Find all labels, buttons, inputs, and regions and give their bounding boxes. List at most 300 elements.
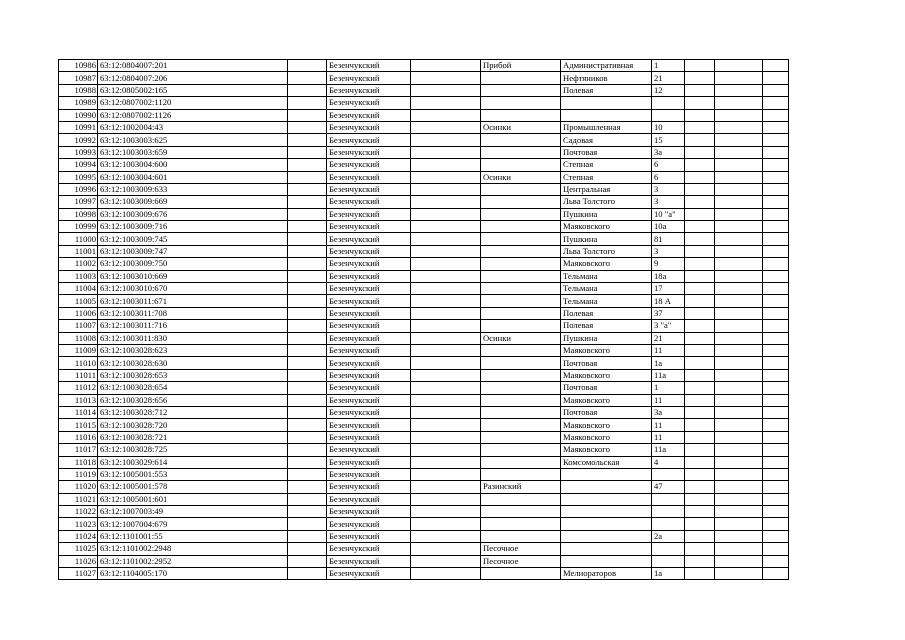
blank-cell bbox=[411, 444, 481, 456]
blank-cell bbox=[715, 394, 763, 406]
blank-cell bbox=[763, 60, 789, 72]
blank-cell bbox=[288, 221, 327, 233]
row-number-cell: 11007 bbox=[59, 320, 98, 332]
locality-cell bbox=[481, 258, 561, 270]
blank-cell bbox=[411, 406, 481, 418]
blank-cell bbox=[715, 121, 763, 133]
blank-cell bbox=[685, 270, 715, 282]
locality-cell bbox=[481, 530, 561, 542]
blank-cell bbox=[288, 419, 327, 431]
house-number-cell: 11а bbox=[652, 369, 685, 381]
row-number-cell: 11006 bbox=[59, 307, 98, 319]
blank-cell bbox=[685, 468, 715, 480]
blank-cell bbox=[288, 146, 327, 158]
house-number-cell: 11 bbox=[652, 431, 685, 443]
blank-cell bbox=[685, 183, 715, 195]
row-number-cell: 11013 bbox=[59, 394, 98, 406]
cadastral-number-cell: 63:12:1003011:716 bbox=[98, 320, 288, 332]
blank-cell bbox=[288, 196, 327, 208]
blank-cell bbox=[685, 159, 715, 171]
blank-cell bbox=[411, 84, 481, 96]
street-cell: Почтовая bbox=[561, 146, 652, 158]
district-cell: Безенчукский bbox=[327, 283, 411, 295]
table-row bbox=[59, 196, 789, 208]
blank-cell bbox=[715, 134, 763, 146]
table-row bbox=[59, 444, 789, 456]
blank-cell bbox=[411, 506, 481, 518]
cadastral-number-cell: 63:12:1003028:712 bbox=[98, 406, 288, 418]
blank-cell bbox=[288, 283, 327, 295]
blank-cell bbox=[715, 258, 763, 270]
table-row bbox=[59, 183, 789, 195]
blank-cell bbox=[715, 518, 763, 530]
blank-cell bbox=[715, 320, 763, 332]
house-number-cell bbox=[652, 555, 685, 567]
blank-cell bbox=[763, 196, 789, 208]
street-cell: Льва Толстого bbox=[561, 196, 652, 208]
district-cell: Безенчукский bbox=[327, 394, 411, 406]
street-cell: Маяковского bbox=[561, 221, 652, 233]
locality-cell bbox=[481, 419, 561, 431]
street-cell bbox=[561, 493, 652, 505]
street-cell bbox=[561, 97, 652, 109]
district-cell: Безенчукский bbox=[327, 444, 411, 456]
blank-cell bbox=[763, 357, 789, 369]
blank-cell bbox=[685, 233, 715, 245]
district-cell: Безенчукский bbox=[327, 468, 411, 480]
blank-cell bbox=[411, 369, 481, 381]
house-number-cell: 1а bbox=[652, 357, 685, 369]
blank-cell bbox=[411, 171, 481, 183]
district-cell: Безенчукский bbox=[327, 208, 411, 220]
blank-cell bbox=[763, 307, 789, 319]
row-number-cell: 11010 bbox=[59, 357, 98, 369]
blank-cell bbox=[685, 344, 715, 356]
blank-cell bbox=[715, 568, 763, 580]
street-cell: Полевая bbox=[561, 84, 652, 96]
street-cell bbox=[561, 555, 652, 567]
house-number-cell: 3 bbox=[652, 196, 685, 208]
row-number-cell: 11020 bbox=[59, 481, 98, 493]
street-cell: Маяковского bbox=[561, 444, 652, 456]
table-row bbox=[59, 159, 789, 171]
blank-cell bbox=[715, 419, 763, 431]
blank-cell bbox=[288, 233, 327, 245]
locality-cell bbox=[481, 456, 561, 468]
district-cell: Безенчукский bbox=[327, 233, 411, 245]
locality-cell bbox=[481, 208, 561, 220]
blank-cell bbox=[763, 72, 789, 84]
blank-cell bbox=[685, 109, 715, 121]
register-table bbox=[58, 59, 789, 580]
house-number-cell: 11 bbox=[652, 344, 685, 356]
street-cell: Пушкина bbox=[561, 332, 652, 344]
street-cell: Степная bbox=[561, 171, 652, 183]
locality-cell bbox=[481, 382, 561, 394]
house-number-cell: 12 bbox=[652, 84, 685, 96]
table-row bbox=[59, 406, 789, 418]
blank-cell bbox=[288, 530, 327, 542]
blank-cell bbox=[763, 493, 789, 505]
blank-cell bbox=[763, 568, 789, 580]
locality-cell: Песочное bbox=[481, 543, 561, 555]
row-number-cell: 11014 bbox=[59, 406, 98, 418]
blank-cell bbox=[715, 481, 763, 493]
blank-cell bbox=[715, 60, 763, 72]
house-number-cell: 3а bbox=[652, 146, 685, 158]
row-number-cell: 11008 bbox=[59, 332, 98, 344]
district-cell: Безенчукский bbox=[327, 183, 411, 195]
district-cell: Безенчукский bbox=[327, 481, 411, 493]
blank-cell bbox=[411, 196, 481, 208]
house-number-cell: 6 bbox=[652, 159, 685, 171]
locality-cell bbox=[481, 221, 561, 233]
table-row bbox=[59, 332, 789, 344]
blank-cell bbox=[411, 121, 481, 133]
blank-cell bbox=[288, 431, 327, 443]
house-number-cell: 15 bbox=[652, 134, 685, 146]
district-cell: Безенчукский bbox=[327, 146, 411, 158]
locality-cell: Песочное bbox=[481, 555, 561, 567]
district-cell: Безенчукский bbox=[327, 493, 411, 505]
blank-cell bbox=[411, 283, 481, 295]
cadastral-number-cell: 63:12:1003011:671 bbox=[98, 295, 288, 307]
blank-cell bbox=[411, 320, 481, 332]
blank-cell bbox=[763, 543, 789, 555]
locality-cell: Осинки bbox=[481, 121, 561, 133]
table-row bbox=[59, 171, 789, 183]
blank-cell bbox=[685, 530, 715, 542]
table-row bbox=[59, 208, 789, 220]
blank-cell bbox=[715, 369, 763, 381]
blank-cell bbox=[715, 245, 763, 257]
blank-cell bbox=[288, 444, 327, 456]
blank-cell bbox=[288, 159, 327, 171]
cadastral-number-cell: 63:12:1003003:659 bbox=[98, 146, 288, 158]
blank-cell bbox=[685, 369, 715, 381]
table-row bbox=[59, 369, 789, 381]
blank-cell bbox=[411, 72, 481, 84]
locality-cell bbox=[481, 444, 561, 456]
locality-cell bbox=[481, 295, 561, 307]
district-cell: Безенчукский bbox=[327, 109, 411, 121]
cadastral-number-cell: 63:12:1101002:2948 bbox=[98, 543, 288, 555]
blank-cell bbox=[411, 233, 481, 245]
row-number-cell: 11001 bbox=[59, 245, 98, 257]
locality-cell: Осинки bbox=[481, 332, 561, 344]
blank-cell bbox=[288, 568, 327, 580]
row-number-cell: 11018 bbox=[59, 456, 98, 468]
district-cell: Безенчукский bbox=[327, 72, 411, 84]
blank-cell bbox=[411, 530, 481, 542]
locality-cell bbox=[481, 493, 561, 505]
blank-cell bbox=[763, 183, 789, 195]
street-cell: Нефтяников bbox=[561, 72, 652, 84]
blank-cell bbox=[288, 518, 327, 530]
blank-cell bbox=[685, 60, 715, 72]
row-number-cell: 11019 bbox=[59, 468, 98, 480]
blank-cell bbox=[288, 97, 327, 109]
cadastral-number-cell: 63:12:1005001:578 bbox=[98, 481, 288, 493]
cadastral-number-cell: 63:12:1003028:623 bbox=[98, 344, 288, 356]
cadastral-number-cell: 63:12:1101002:2952 bbox=[98, 555, 288, 567]
cadastral-number-cell: 63:12:1003029:614 bbox=[98, 456, 288, 468]
locality-cell bbox=[481, 518, 561, 530]
house-number-cell: 11 bbox=[652, 419, 685, 431]
house-number-cell: 21 bbox=[652, 332, 685, 344]
cadastral-number-cell: 63:12:1003004:600 bbox=[98, 159, 288, 171]
table-row bbox=[59, 60, 789, 72]
locality-cell bbox=[481, 84, 561, 96]
row-number-cell: 11002 bbox=[59, 258, 98, 270]
row-number-cell: 11004 bbox=[59, 283, 98, 295]
locality-cell bbox=[481, 307, 561, 319]
blank-cell bbox=[763, 481, 789, 493]
blank-cell bbox=[763, 456, 789, 468]
district-cell: Безенчукский bbox=[327, 60, 411, 72]
blank-cell bbox=[763, 109, 789, 121]
house-number-cell: 1 bbox=[652, 382, 685, 394]
blank-cell bbox=[411, 258, 481, 270]
house-number-cell: 3 bbox=[652, 183, 685, 195]
blank-cell bbox=[411, 60, 481, 72]
blank-cell bbox=[411, 518, 481, 530]
blank-cell bbox=[685, 196, 715, 208]
locality-cell: Прибой bbox=[481, 60, 561, 72]
blank-cell bbox=[715, 406, 763, 418]
row-number-cell: 10999 bbox=[59, 221, 98, 233]
cadastral-number-cell: 63:12:1003003:625 bbox=[98, 134, 288, 146]
row-number-cell: 11015 bbox=[59, 419, 98, 431]
blank-cell bbox=[411, 456, 481, 468]
street-cell bbox=[561, 468, 652, 480]
cadastral-number-cell: 63:12:0804007:206 bbox=[98, 72, 288, 84]
row-number-cell: 11017 bbox=[59, 444, 98, 456]
blank-cell bbox=[288, 72, 327, 84]
blank-cell bbox=[763, 245, 789, 257]
blank-cell bbox=[288, 208, 327, 220]
table-row bbox=[59, 221, 789, 233]
blank-cell bbox=[763, 344, 789, 356]
district-cell: Безенчукский bbox=[327, 196, 411, 208]
blank-cell bbox=[411, 568, 481, 580]
blank-cell bbox=[411, 419, 481, 431]
row-number-cell: 11016 bbox=[59, 431, 98, 443]
table-row bbox=[59, 468, 789, 480]
district-cell: Безенчукский bbox=[327, 568, 411, 580]
street-cell bbox=[561, 530, 652, 542]
table-row bbox=[59, 270, 789, 282]
blank-cell bbox=[685, 245, 715, 257]
table-row bbox=[59, 109, 789, 121]
cadastral-number-cell: 63:12:1003009:676 bbox=[98, 208, 288, 220]
blank-cell bbox=[715, 344, 763, 356]
blank-cell bbox=[715, 530, 763, 542]
row-number-cell: 11024 bbox=[59, 530, 98, 542]
blank-cell bbox=[685, 208, 715, 220]
table-row bbox=[59, 518, 789, 530]
cadastral-number-cell: 63:12:1003009:750 bbox=[98, 258, 288, 270]
street-cell bbox=[561, 109, 652, 121]
row-number-cell: 11012 bbox=[59, 382, 98, 394]
cadastral-number-cell: 63:12:1005001:601 bbox=[98, 493, 288, 505]
blank-cell bbox=[288, 468, 327, 480]
cadastral-number-cell: 63:12:1003028:656 bbox=[98, 394, 288, 406]
table-row bbox=[59, 97, 789, 109]
blank-cell bbox=[685, 481, 715, 493]
row-number-cell: 10993 bbox=[59, 146, 98, 158]
cadastral-number-cell: 63:12:1101001:55 bbox=[98, 530, 288, 542]
blank-cell bbox=[763, 134, 789, 146]
blank-cell bbox=[715, 332, 763, 344]
locality-cell bbox=[481, 320, 561, 332]
table-row bbox=[59, 258, 789, 270]
district-cell: Безенчукский bbox=[327, 369, 411, 381]
row-number-cell: 10987 bbox=[59, 72, 98, 84]
blank-cell bbox=[685, 171, 715, 183]
blank-cell bbox=[288, 84, 327, 96]
blank-cell bbox=[763, 530, 789, 542]
cadastral-number-cell: 63:12:1005001:553 bbox=[98, 468, 288, 480]
blank-cell bbox=[685, 357, 715, 369]
street-cell: Промышленная bbox=[561, 121, 652, 133]
house-number-cell: 10 "а" bbox=[652, 208, 685, 220]
row-number-cell: 10997 bbox=[59, 196, 98, 208]
blank-cell bbox=[763, 171, 789, 183]
row-number-cell: 10988 bbox=[59, 84, 98, 96]
street-cell: Тельмана bbox=[561, 295, 652, 307]
street-cell: Маяковского bbox=[561, 394, 652, 406]
blank-cell bbox=[763, 419, 789, 431]
street-cell bbox=[561, 543, 652, 555]
blank-cell bbox=[715, 183, 763, 195]
row-number-cell: 11003 bbox=[59, 270, 98, 282]
blank-cell bbox=[411, 468, 481, 480]
blank-cell bbox=[411, 221, 481, 233]
house-number-cell bbox=[652, 506, 685, 518]
street-cell bbox=[561, 481, 652, 493]
blank-cell bbox=[685, 444, 715, 456]
house-number-cell bbox=[652, 97, 685, 109]
district-cell: Безенчукский bbox=[327, 344, 411, 356]
table-row bbox=[59, 320, 789, 332]
row-number-cell: 10992 bbox=[59, 134, 98, 146]
blank-cell bbox=[685, 394, 715, 406]
locality-cell bbox=[481, 344, 561, 356]
house-number-cell: 47 bbox=[652, 481, 685, 493]
blank-cell bbox=[715, 555, 763, 567]
blank-cell bbox=[685, 283, 715, 295]
blank-cell bbox=[685, 221, 715, 233]
cadastral-number-cell: 63:12:1002004:43 bbox=[98, 121, 288, 133]
blank-cell bbox=[685, 97, 715, 109]
blank-cell bbox=[288, 394, 327, 406]
cadastral-number-cell: 63:12:1003028:720 bbox=[98, 419, 288, 431]
table-row bbox=[59, 543, 789, 555]
blank-cell bbox=[763, 233, 789, 245]
house-number-cell: 21 bbox=[652, 72, 685, 84]
blank-cell bbox=[715, 208, 763, 220]
street-cell: Тельмана bbox=[561, 283, 652, 295]
district-cell: Безенчукский bbox=[327, 518, 411, 530]
street-cell: Пушкина bbox=[561, 208, 652, 220]
blank-cell bbox=[763, 258, 789, 270]
blank-cell bbox=[715, 456, 763, 468]
row-number-cell: 11027 bbox=[59, 568, 98, 580]
blank-cell bbox=[685, 320, 715, 332]
district-cell: Безенчукский bbox=[327, 506, 411, 518]
blank-cell bbox=[411, 146, 481, 158]
blank-cell bbox=[288, 506, 327, 518]
row-number-cell: 10990 bbox=[59, 109, 98, 121]
house-number-cell: 6 bbox=[652, 171, 685, 183]
locality-cell bbox=[481, 468, 561, 480]
blank-cell bbox=[715, 493, 763, 505]
street-cell: Маяковского bbox=[561, 258, 652, 270]
house-number-cell: 17 bbox=[652, 283, 685, 295]
cadastral-number-cell: 63:12:1003028:721 bbox=[98, 431, 288, 443]
district-cell: Безенчукский bbox=[327, 159, 411, 171]
blank-cell bbox=[715, 84, 763, 96]
blank-cell bbox=[411, 344, 481, 356]
blank-cell bbox=[411, 295, 481, 307]
locality-cell bbox=[481, 568, 561, 580]
locality-cell bbox=[481, 159, 561, 171]
district-cell: Безенчукский bbox=[327, 406, 411, 418]
table-row bbox=[59, 146, 789, 158]
street-cell: Почтовая bbox=[561, 382, 652, 394]
street-cell: Степная bbox=[561, 159, 652, 171]
district-cell: Безенчукский bbox=[327, 258, 411, 270]
blank-cell bbox=[685, 555, 715, 567]
street-cell: Мелиораторов bbox=[561, 568, 652, 580]
table-row bbox=[59, 307, 789, 319]
blank-cell bbox=[288, 382, 327, 394]
blank-cell bbox=[288, 456, 327, 468]
blank-cell bbox=[288, 60, 327, 72]
cadastral-number-cell: 63:12:1003028:630 bbox=[98, 357, 288, 369]
table-row bbox=[59, 419, 789, 431]
district-cell: Безенчукский bbox=[327, 221, 411, 233]
blank-cell bbox=[685, 568, 715, 580]
table-row bbox=[59, 295, 789, 307]
blank-cell bbox=[288, 332, 327, 344]
street-cell: Административная bbox=[561, 60, 652, 72]
blank-cell bbox=[411, 555, 481, 567]
table-row bbox=[59, 456, 789, 468]
blank-cell bbox=[411, 493, 481, 505]
locality-cell bbox=[481, 369, 561, 381]
blank-cell bbox=[288, 543, 327, 555]
blank-cell bbox=[715, 196, 763, 208]
locality-cell bbox=[481, 233, 561, 245]
blank-cell bbox=[685, 431, 715, 443]
house-number-cell: 11а bbox=[652, 444, 685, 456]
house-number-cell: 1 bbox=[652, 60, 685, 72]
blank-cell bbox=[288, 555, 327, 567]
cadastral-number-cell: 63:12:1003010:670 bbox=[98, 283, 288, 295]
blank-cell bbox=[288, 109, 327, 121]
locality-cell bbox=[481, 406, 561, 418]
table-row bbox=[59, 481, 789, 493]
blank-cell bbox=[715, 233, 763, 245]
district-cell: Безенчукский bbox=[327, 456, 411, 468]
table-row bbox=[59, 382, 789, 394]
street-cell: Почтовая bbox=[561, 406, 652, 418]
blank-cell bbox=[288, 258, 327, 270]
row-number-cell: 11026 bbox=[59, 555, 98, 567]
blank-cell bbox=[288, 344, 327, 356]
